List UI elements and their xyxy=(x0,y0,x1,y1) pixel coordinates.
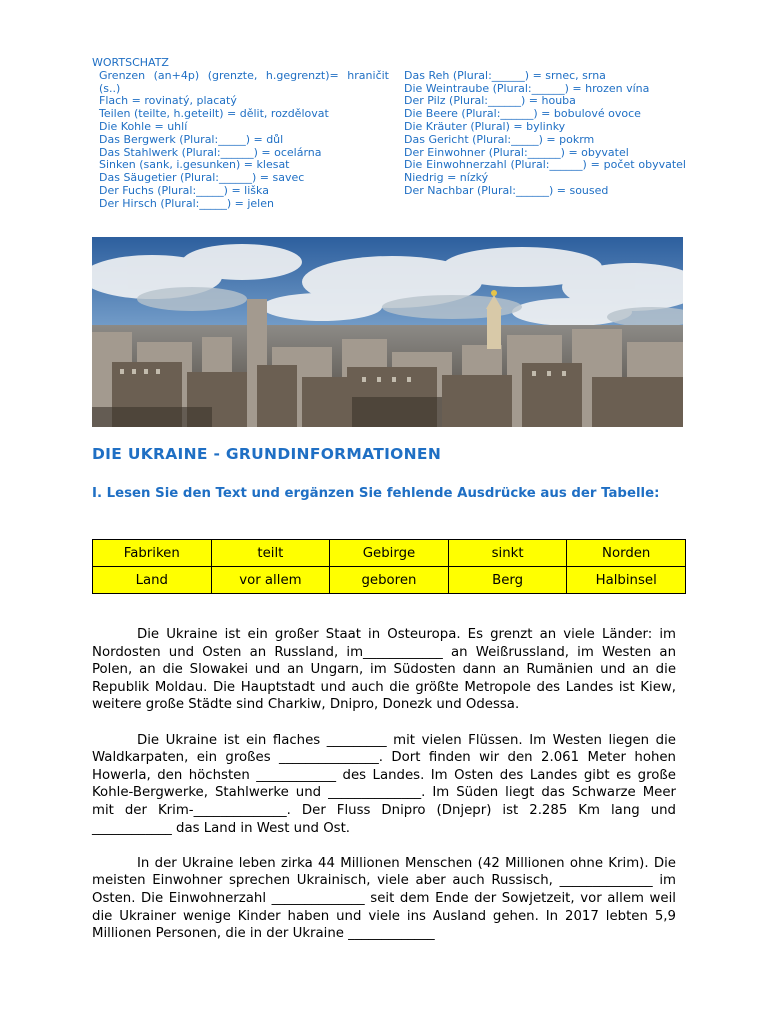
vocabulary-entry: Die Weintraube (Plural:______) = hrozen vína xyxy=(404,81,650,95)
vocabulary-entry: Das Bergwerk (Plural:_____) = důl xyxy=(99,132,284,146)
paragraph: Die Ukraine ist ein großer Staat in Osteuropa. Es grenzt an viele Länder: im Nordosten und Osten an Russland, im____________ an Weißrussland, im Westen an Polen, an die Slowakei und an Ungarn, im Südosten dann an Rumänien und an die Republik Moldau. Die Hauptstadt und auch die größte Metropole des Landes ist Kiew, weitere große Städte sind Charkiw, Dnipro, Donezk und Odessa. xyxy=(92,627,676,713)
vocabulary-entry: Der Fuchs (Plural:_____) = liška xyxy=(99,183,269,197)
paragraph: Die Ukraine ist ein flaches _________ mit vielen Flüssen. Im Westen liegen die Waldkarpaten, ein großes _______________. Dort finden wir den 2.061 Meter hohen Howerla, den höchsten ____________ des Landes. Im Osten des Landes gibt es große Kohle-Bergwerke, Stahlwerke und ______________. Im Süden liegt das Schwarze Meer mit der Krim-______________. Der Fluss Dnipro (Dnjepr) ist 2.285 Km lang und ____________ das Land in West und Ost. xyxy=(92,732,676,836)
word-cell: teilt xyxy=(211,540,330,567)
main-text xyxy=(92,626,676,960)
vocabulary-entry: Flach = rovinatý, placatý xyxy=(99,94,237,108)
vocabulary-entry: Das Stahlwerk (Plural:______) = ocelárna xyxy=(99,145,322,159)
vocabulary-entry: Der Einwohner (Plural:______) = obyvatel xyxy=(404,145,629,159)
vocabulary-entry: Die Beere (Plural:______) = bobulové ovoce xyxy=(404,107,641,121)
paragraph: In der Ukraine leben zirka 44 Millionen Menschen (42 Millionen ohne Krim). Die meisten Einwohner sprechen Ukrainisch, viele aber auch Russisch, ______________ im Osten. Die Einwohnerzahl ______________ seit dem Ende der Sowjetzeit, vor allem weil die Ukrainer wenige Kinder haben und viele ins Ausland gehen. In 2017 lebten 5,9 Millionen Personen, die in der Ukraine _____________ xyxy=(92,855,676,942)
vocabulary-entry: Das Säugetier (Plural:______) = savec xyxy=(99,171,305,185)
table-row xyxy=(93,567,686,594)
word-cell: Halbinsel xyxy=(567,567,686,594)
vocabulary-left-column xyxy=(92,70,389,211)
vocabulary-entry: Grenzen (an+4p) (grenzte, h.gegrenzt)= hraničit (s..) xyxy=(99,68,389,95)
word-cell: Fabriken xyxy=(93,540,212,567)
task-instruction: I. Lesen Sie den Text und ergänzen Sie fehlende Ausdrücke aus der Tabelle: xyxy=(92,486,660,501)
vocabulary-section xyxy=(92,57,686,211)
vocabulary-entry: Die Kräuter (Plural) = bylinky xyxy=(404,119,566,133)
vocabulary-entry: Das Gericht (Plural:_____) = pokrm xyxy=(404,132,595,146)
page-title: DIE UKRAINE - GRUNDINFORMATIONEN xyxy=(92,445,442,463)
vocabulary-right-column xyxy=(404,70,686,211)
word-cell: geboren xyxy=(330,567,449,594)
word-cell: sinkt xyxy=(448,540,567,567)
vocabulary-entry: Niedrig = nízký xyxy=(404,171,489,185)
word-cell: Land xyxy=(93,567,212,594)
word-cell: vor allem xyxy=(211,567,330,594)
word-cell: Berg xyxy=(448,567,567,594)
vocabulary-entry: Der Nachbar (Plural:______) = soused xyxy=(404,183,609,197)
word-bank-table xyxy=(92,539,686,594)
vocabulary-entry: Der Pilz (Plural:______) = houba xyxy=(404,94,576,108)
kyiv-cityscape-photo xyxy=(92,237,683,427)
vocabulary-entry: Die Einwohnerzahl (Plural:______) = počet obyvatel xyxy=(404,158,686,172)
vocabulary-entry: Die Kohle = uhlí xyxy=(99,119,188,133)
vocabulary-entry: Der Hirsch (Plural:_____) = jelen xyxy=(99,196,274,210)
vocabulary-entry: Sinken (sank, i.gesunken) = klesat xyxy=(99,158,290,172)
vocabulary-heading: WORTSCHATZ xyxy=(92,56,169,69)
vocabulary-entry: Das Reh (Plural:______) = srnec, srna xyxy=(404,68,606,82)
word-cell: Norden xyxy=(567,540,686,567)
vocabulary-entry: Teilen (teilte, h.geteilt) = dělit, rozdělovat xyxy=(99,107,329,121)
table-row xyxy=(93,540,686,567)
word-cell: Gebirge xyxy=(330,540,449,567)
